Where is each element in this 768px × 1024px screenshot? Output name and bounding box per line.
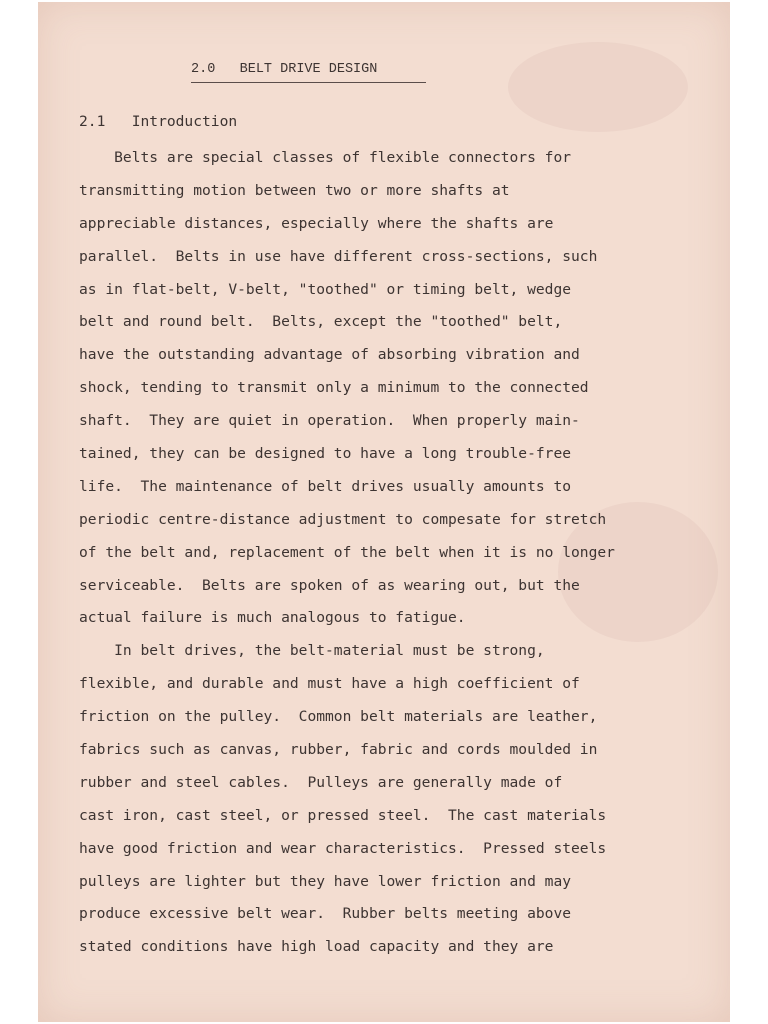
text-line: as in flat-belt, V-belt, "toothed" or timing belt, wedge xyxy=(79,280,572,298)
text-line: produce excessive belt wear. Rubber belts meeting above xyxy=(79,905,572,923)
heading-underline xyxy=(191,82,426,83)
page-heading xyxy=(191,62,377,77)
text-line: of the belt and, replacement of the belt when it is no longer xyxy=(79,543,615,561)
text-line: shock, tending to transmit only a minimum to the connected xyxy=(79,379,589,397)
section-number: 2.1 xyxy=(79,113,106,130)
text-line: belt and round belt. Belts, except the "toothed" belt, xyxy=(79,313,563,331)
heading-number: 2.0 xyxy=(191,62,216,77)
text-line: cast iron, cast steel, or pressed steel. The cast materials xyxy=(79,806,607,824)
text-line: tained, they can be designed to have a long trouble-free xyxy=(79,445,572,463)
text-line: stated conditions have high load capacity and they are xyxy=(79,938,554,956)
heading-title: BELT DRIVE DESIGN xyxy=(239,62,378,77)
text-line: Belts are special classes of flexible connectors for xyxy=(79,149,572,166)
text-line: have good friction and wear characteristics. Pressed steels xyxy=(79,839,607,857)
text-line: flexible, and durable and must have a high coefficient of xyxy=(79,675,580,693)
text-line: parallel. Belts in use have different cross-sections, such xyxy=(79,247,598,265)
body-text xyxy=(79,148,615,970)
text-line: periodic centre-distance adjustment to compesate for stretch xyxy=(79,510,607,528)
text-line: shaft. They are quiet in operation. When properly main- xyxy=(79,412,580,430)
text-line: transmitting motion between two or more shafts at xyxy=(79,181,510,199)
text-line: serviceable. Belts are spoken of as wearing out, but the xyxy=(79,576,580,594)
text-line: pulleys are lighter but they have lower friction and may xyxy=(79,872,572,890)
text-line: have the outstanding advantage of absorbing vibration and xyxy=(79,346,580,364)
text-line: friction on the pulley. Common belt materials are leather, xyxy=(79,708,598,726)
section-heading xyxy=(79,113,237,130)
text-line: fabrics such as canvas, rubber, fabric and cords moulded in xyxy=(79,741,598,759)
text-line: life. The maintenance of belt drives usually amounts to xyxy=(79,477,572,495)
paper-stain xyxy=(508,42,688,132)
text-line: appreciable distances, especially where the shafts are xyxy=(79,214,554,232)
text-line: actual failure is much analogous to fatigue. xyxy=(79,609,466,627)
section-title: Introduction xyxy=(131,113,238,130)
text-line: In belt drives, the belt-material must be strong, xyxy=(79,642,545,660)
text-line: rubber and steel cables. Pulleys are generally made of xyxy=(79,773,563,791)
